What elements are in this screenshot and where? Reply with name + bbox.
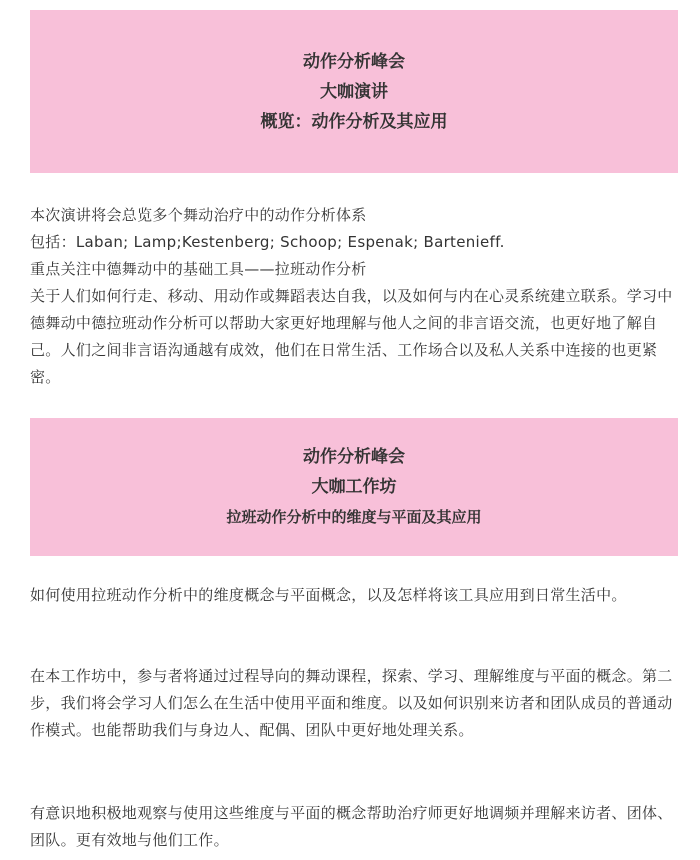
- workshop-banner: [30, 418, 678, 556]
- lecture-systems-list: 包括：Laban; Lamp;Kestenberg; Schoop; Espenak; Bartenieff.: [30, 233, 505, 251]
- lecture-overview-text: 本次演讲将会总览多个舞动治疗中的动作分析体系: [30, 206, 367, 224]
- lecture-banner: [30, 10, 678, 173]
- lecture-focus-text: 重点关注中德舞动中的基础工具——拉班动作分析: [30, 260, 367, 278]
- workshop-banner-title: 动作分析峰会: [303, 447, 405, 467]
- lecture-description: [30, 202, 680, 391]
- workshop-benefit-paragraph: 有意识地积极地观察与使用这些维度与平面的概念帮助治疗师更好地调频并理解来访者、团体、团队。更有效地与他们工作。: [30, 804, 673, 849]
- lecture-banner-topic: 概览：动作分析及其应用: [260, 111, 448, 132]
- lecture-banner-subtitle: 大咖演讲: [320, 81, 388, 102]
- lecture-detail-text: 关于人们如何行走、移动、用动作或舞蹈表达自我，以及如何与内在心灵系统建立联系。学习中德舞动中德拉班动作分析可以帮助大家更好地理解与他人之间的非言语交流，也更好地了解自己。人们之间非言语沟通越有成效，他们在日常生活、工作场合以及私人关系中连接的也更紧密。: [30, 287, 673, 386]
- workshop-banner-subtitle: 大咖工作坊: [311, 477, 397, 497]
- lecture-banner-title: 动作分析峰会: [303, 51, 405, 72]
- workshop-banner-topic: 拉班动作分析中的维度与平面及其应用: [226, 508, 482, 526]
- workshop-intro-paragraph: 如何使用拉班动作分析中的维度概念与平面概念，以及怎样将该工具应用到日常生活中。: [30, 586, 627, 604]
- workshop-process-paragraph: 在本工作坊中，参与者将通过过程导向的舞动课程，探索、学习、理解维度与平面的概念。第二步，我们将会学习人们怎么在生活中使用平面和维度。以及如何识别来访者和团队成员的普通动作模式。也能帮助我们与身边人、配偶、团队中更好地处理关系。: [30, 667, 673, 739]
